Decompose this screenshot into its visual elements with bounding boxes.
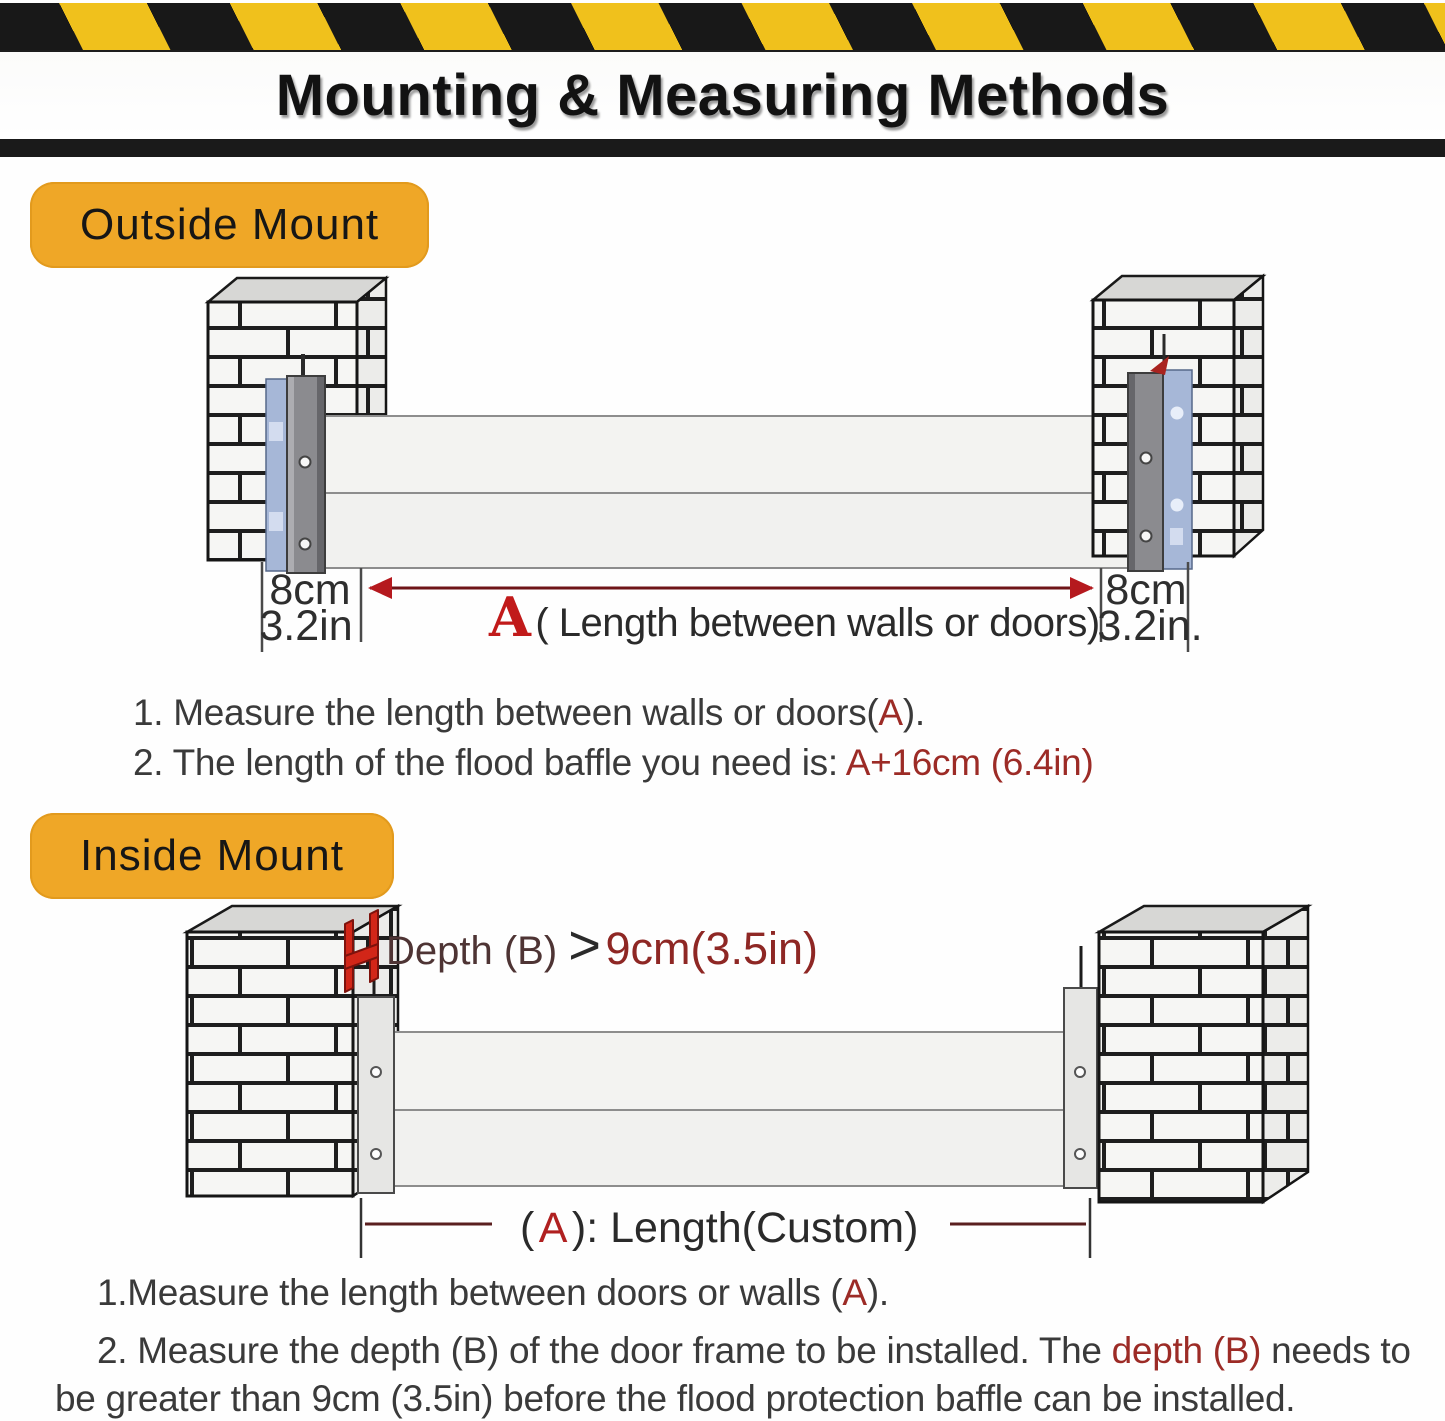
inside-mount-diagram <box>0 880 1445 1300</box>
flood-barrier-panels <box>325 416 1128 568</box>
left-mounting-channel <box>358 997 394 1193</box>
outside-step-2: 2. The length of the flood baffle you need is: A+16cm (6.4in) <box>133 742 1094 783</box>
right-dim-in: 3.2in. <box>1097 602 1203 650</box>
length-label: ( A ): Length(Custom) <box>520 1204 919 1252</box>
measure-arrow <box>368 577 1094 599</box>
screw-icon <box>1075 1067 1085 1077</box>
inside-step-2: 2. Measure the depth (B) of the door frame to be installed. The depth (B) needs to be greater than 9cm (3.5in) before the flood protection baffle can be installed. <box>55 1330 1411 1419</box>
left-dim-in: 3.2in <box>259 602 353 650</box>
hazard-stripe-banner <box>0 3 1445 52</box>
outside-step-1: 1. Measure the length between walls or doors(A). <box>133 692 925 733</box>
right-mounting-channel <box>1128 373 1163 571</box>
left-mounting-channel <box>287 376 325 573</box>
left-dim-cm: 8cm <box>269 566 351 614</box>
outside-mount-diagram <box>0 270 1445 690</box>
screw-icon <box>300 539 311 550</box>
flood-barrier-panels <box>394 1032 1064 1186</box>
inside-mount-label: Inside Mount <box>30 813 394 899</box>
left-seal-strip <box>266 379 287 571</box>
title-banner <box>0 52 1445 139</box>
arrowhead-left-icon <box>368 577 392 599</box>
span-length-label: A ( Length between walls or doors) <box>489 585 1100 649</box>
page-title: Mounting & Measuring Methods <box>275 63 1170 128</box>
inside-step-1: 1.Measure the length between doors or walls (A). <box>97 1272 889 1313</box>
depth-label: Depth (B) > 9cm(3.5in) <box>386 913 819 976</box>
header-divider-bar <box>0 139 1445 157</box>
screw-icon <box>1141 453 1152 464</box>
outside-mount-label: Outside Mount <box>30 182 429 268</box>
screw-icon <box>1075 1149 1085 1159</box>
arrowhead-right-icon <box>1070 577 1094 599</box>
screw-icon <box>300 457 311 468</box>
right-brick-pillar <box>1099 906 1308 1202</box>
screw-icon <box>371 1149 381 1159</box>
right-mounting-channel <box>1064 988 1097 1188</box>
right-dim-cm: 8cm <box>1105 566 1187 614</box>
screw-icon <box>371 1067 381 1077</box>
right-seal-strip <box>1163 370 1192 569</box>
screw-icon <box>1141 531 1152 542</box>
